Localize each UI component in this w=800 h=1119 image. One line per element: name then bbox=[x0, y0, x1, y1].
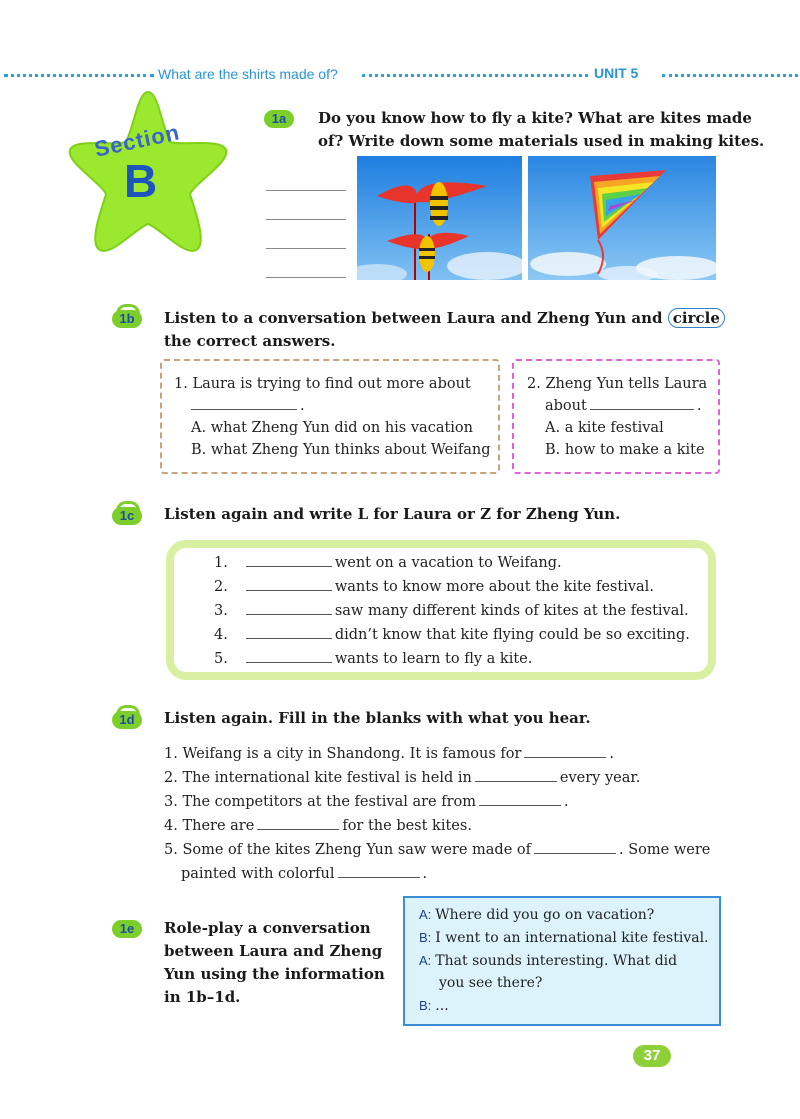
item-text-end: . bbox=[564, 794, 569, 810]
page-header bbox=[0, 64, 800, 86]
question-1-option-a[interactable]: A. what Zheng Yun did on his vacation bbox=[191, 420, 473, 436]
rainbow-kite-photo bbox=[528, 156, 716, 280]
item-number: 2. bbox=[214, 579, 228, 595]
speaker-label: A: bbox=[419, 907, 432, 922]
dialog-line bbox=[419, 995, 449, 1017]
item-text-end: . Some were bbox=[619, 842, 711, 858]
speaker-label: A: bbox=[419, 953, 432, 968]
item-text: saw many different kinds of kites at the festival. bbox=[334, 603, 689, 619]
item-text-end: . bbox=[422, 866, 428, 882]
period: . bbox=[696, 398, 702, 414]
question-1-text: 1. Laura is trying to find out more about bbox=[174, 376, 471, 392]
item-number: 5. bbox=[214, 651, 228, 667]
question-2-option-a[interactable]: A. a kite festival bbox=[545, 420, 664, 436]
question-1-blank-line bbox=[191, 395, 305, 417]
item-text-end: for the best kites. bbox=[342, 818, 472, 834]
dialog-text: I went to an international kite festival. bbox=[435, 930, 709, 946]
instruction-1a bbox=[318, 107, 764, 153]
list-item bbox=[164, 744, 614, 762]
answer-blank[interactable] bbox=[338, 864, 420, 878]
item-number: 3. bbox=[214, 603, 228, 619]
answer-blank[interactable] bbox=[524, 744, 606, 758]
answer-line[interactable] bbox=[266, 219, 346, 220]
instruction-1e bbox=[164, 917, 385, 1009]
header-unit: UNIT 5 bbox=[594, 65, 639, 81]
instruction-1e-line4: in 1b–1d. bbox=[164, 988, 241, 1006]
dialog-line bbox=[419, 904, 654, 926]
circle-word: circle bbox=[668, 308, 725, 328]
dialog-text: Where did you go on vacation? bbox=[435, 907, 655, 923]
header-dots-left bbox=[4, 74, 154, 77]
item-text: painted with colorful bbox=[181, 866, 335, 882]
answer-blank[interactable] bbox=[246, 601, 332, 615]
instruction-1b-line2: the correct answers. bbox=[164, 332, 336, 350]
item-text: wants to know more about the kite festival. bbox=[334, 579, 654, 595]
answer-blank[interactable] bbox=[534, 840, 616, 854]
list-item bbox=[214, 625, 690, 643]
instruction-1b bbox=[164, 307, 725, 353]
list-item bbox=[164, 768, 640, 786]
item-text: 4. There are bbox=[164, 818, 255, 834]
answer-blank[interactable] bbox=[246, 577, 332, 591]
section-letter: B bbox=[124, 155, 158, 207]
badge-1e: 1e bbox=[112, 920, 142, 938]
item-text-end: . bbox=[609, 746, 615, 762]
header-title: What are the shirts made of? bbox=[158, 66, 338, 82]
instruction-1d: Listen again. Fill in the blanks with what you hear. bbox=[164, 709, 591, 727]
list-item bbox=[214, 553, 562, 571]
answer-blank[interactable] bbox=[257, 816, 339, 830]
list-item bbox=[214, 649, 532, 667]
question-2-about: about bbox=[545, 398, 587, 414]
badge-1a: 1a bbox=[264, 110, 294, 128]
speaker-label: B: bbox=[419, 998, 432, 1013]
answer-line[interactable] bbox=[266, 277, 346, 278]
answer-line[interactable] bbox=[266, 190, 346, 191]
item-text: didn’t know that kite flying could be so exciting. bbox=[334, 627, 690, 643]
instruction-1a-line1: Do you know how to fly a kite? What are kites made bbox=[318, 109, 752, 127]
badge-1b: 1b bbox=[112, 310, 142, 328]
list-item bbox=[164, 840, 710, 858]
answer-blank[interactable] bbox=[479, 792, 561, 806]
answer-line[interactable] bbox=[266, 248, 346, 249]
instruction-1a-line2: of? Write down some materials used in making kites. bbox=[318, 132, 765, 150]
bee-kite-photo bbox=[357, 156, 522, 280]
dialog-line bbox=[419, 927, 709, 949]
dialog-line bbox=[439, 972, 542, 994]
answer-blank[interactable] bbox=[246, 553, 332, 567]
dialog-text: you see there? bbox=[439, 975, 543, 991]
instruction-1e-line1: Role-play a conversation bbox=[164, 919, 371, 937]
item-text: 1. Weifang is a city in Shandong. It is famous for bbox=[164, 746, 522, 762]
dialog-text: That sounds interesting. What did bbox=[435, 953, 678, 969]
item-text: wants to learn to fly a kite. bbox=[334, 651, 533, 667]
list-item bbox=[214, 577, 654, 595]
dialog-line bbox=[419, 950, 677, 972]
header-dots-middle bbox=[362, 74, 588, 77]
list-item bbox=[164, 816, 472, 834]
instruction-1c: Listen again and write L for Laura or Z for Zheng Yun. bbox=[164, 505, 621, 523]
answer-blank[interactable] bbox=[246, 625, 332, 639]
dialog-text: ... bbox=[435, 998, 449, 1014]
list-item bbox=[181, 864, 427, 882]
speaker-label: B: bbox=[419, 930, 432, 945]
badge-1d: 1d bbox=[112, 711, 142, 729]
instruction-1b-text: Listen to a conversation between Laura and Zheng Yun and bbox=[164, 309, 663, 327]
header-dots-right bbox=[662, 74, 798, 77]
item-text: 5. Some of the kites Zheng Yun saw were made of bbox=[164, 842, 531, 858]
question-1-option-b[interactable]: B. what Zheng Yun thinks about Weifang bbox=[191, 442, 491, 458]
list-item bbox=[214, 601, 689, 619]
question-2-text: 2. Zheng Yun tells Laura bbox=[527, 376, 708, 392]
answer-blank[interactable] bbox=[590, 396, 694, 410]
list-item bbox=[164, 792, 569, 810]
item-text: went on a vacation to Weifang. bbox=[334, 555, 562, 571]
dialog-box bbox=[403, 896, 721, 1026]
answer-blank[interactable] bbox=[475, 768, 557, 782]
badge-1c: 1c bbox=[112, 507, 142, 525]
instruction-1e-line3: Yun using the information bbox=[164, 965, 385, 983]
section-label: Section bbox=[92, 119, 183, 162]
question-2-option-b[interactable]: B. how to make a kite bbox=[545, 442, 705, 458]
question-2-blank-line bbox=[545, 395, 701, 417]
period: . bbox=[300, 398, 305, 414]
page-number: 37 bbox=[633, 1045, 671, 1067]
item-number: 4. bbox=[214, 627, 228, 643]
answer-blank[interactable] bbox=[191, 396, 297, 410]
instruction-1e-line2: between Laura and Zheng bbox=[164, 942, 383, 960]
item-number: 1. bbox=[214, 555, 228, 571]
item-text: 2. The international kite festival is held in bbox=[164, 770, 472, 786]
answer-blank[interactable] bbox=[246, 649, 332, 663]
item-text: 3. The competitors at the festival are from bbox=[164, 794, 477, 810]
item-text-end: every year. bbox=[559, 770, 641, 786]
